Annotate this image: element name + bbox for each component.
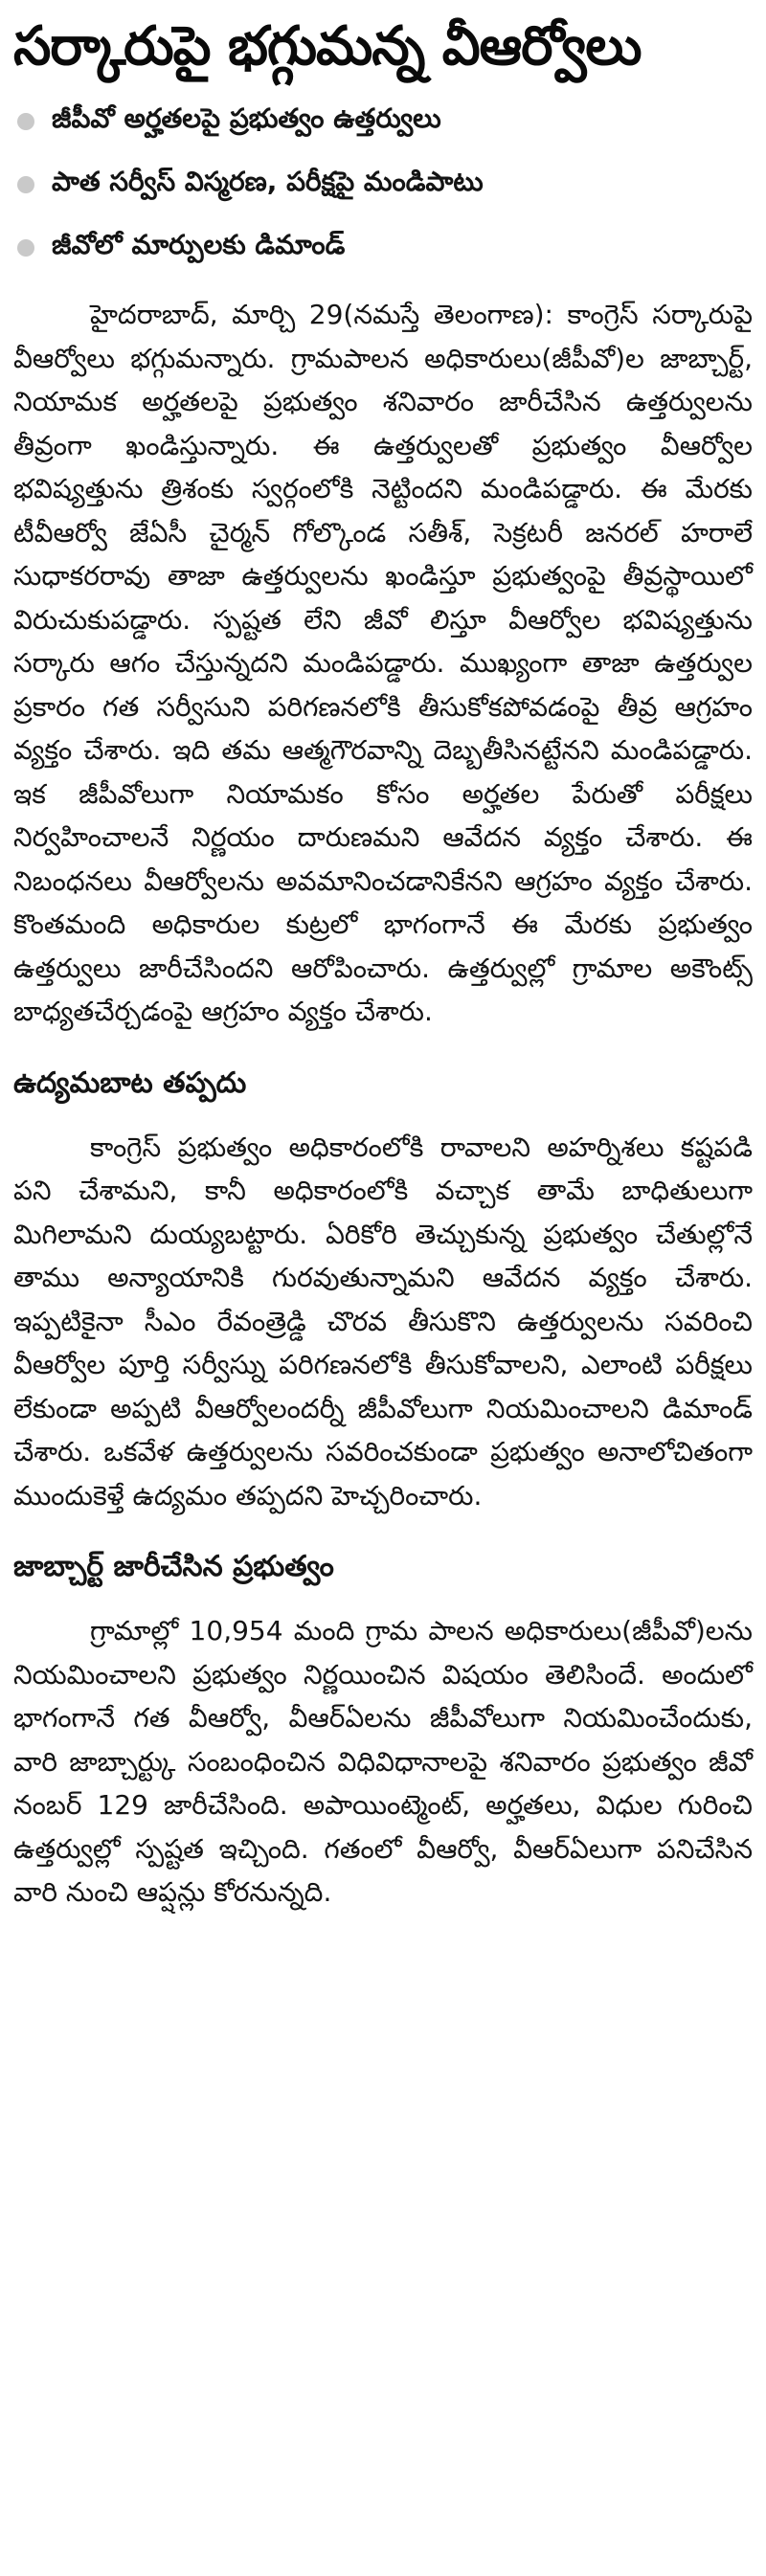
bullet-dot-icon [17,113,34,130]
highlight-item [13,153,753,216]
highlight-text: పాత సర్వీస్ విస్మరణ, పరీక్షపై మండిపాటు [52,166,484,197]
headline: సర్కారుపై భగ్గుమన్న వీఆర్వోలు [13,15,642,78]
intro-paragraph: హైదరాబాద్, మార్చి 29(నమస్తే తెలంగాణ): కాంగ్రెస్ సర్కారుపై వీఆర్వోలు భగ్గుమన్నారు. గ్రామపాలన అధికారులు(జీపీవో)ల జాబ్చార్ట్, నియామక అర్హతలపై ప్రభుత్వం శనివారం జారీచేసిన ఉత్తర్వులను తీవ్రంగా ఖండిస్తున్నారు. ఈ ఉత్తర్వులతో ప్రభుత్వం వీఆర్వోల భవిష్యత్తును త్రిశంకు స్వర్గంలోకి నెట్టిందని మండిపడ్డారు. ఈ మేరకు టీవీఆర్వో జేఏసీ చైర్మన్ గోల్కొండ సతీశ్, సెక్రటరీ జనరల్ హరాలే సుధాకరరావు తాజా ఉత్తర్వులను ఖండిస్తూ ప్రభుత్వంపై తీవ్రస్థాయిలో విరుచుకుపడ్డారు. స్పష్టత లేని జీవో లిస్తూ వీఆర్వోల భవిష్యత్తును సర్కారు ఆగం చేస్తున్నదని మండిపడ్డారు. ముఖ్యంగా తాజా ఉత్తర్వుల ప్రకారం గత సర్వీసుని పరిగణనలోకి తీసుకోకపోవడంపై తీవ్ర ఆగ్రహం వ్యక్తం చేశారు. ఇది తమ ఆత్మగౌరవాన్ని దెబ్బతీసినట్టేనని మండిపడ్డారు. ఇక జీపీవోలుగా నియామకం కోసం అర్హతల పేరుతో పరీక్షలు నిర్వహించాలనే నిర్ణయం దారుణమని ఆవేదన వ్యక్తం చేశారు. ఈ నిబంధనలు వీఆర్వోలను అవమానించడానికేనని ఆగ్రహం వ్యక్తం చేశారు. కొంతమంది అధికారుల కుట్రలో భాగంగానే ఈ మేరకు ప్రభుత్వం ఉత్తర్వులు జారీచేసిందని ఆరోపించారు. ఉత్తర్వుల్లో గ్రామాల అకౌంట్స్ బాధ్యతచేర్చడంపై ఆగ్రహం వ్యక్తం చేశారు. [13,299,753,1027]
highlight-item [13,216,753,280]
bullet-dot-icon [17,239,34,257]
section-paragraph-jobchart: గ్రామాల్లో 10,954 మంది గ్రామ పాలన అధికారులు(జీపీవో)లను నియమించాలని ప్రభుత్వం నిర్ణయించిన విషయం తెలిసిందే. అందులో భాగంగానే గత వీఆర్వో, వీఆర్ఏలను జీపీవోలుగా నియమించేందుకు, వారి జాబ్చార్ట్కు సంబంధించిన విధివిధానాలపై శనివారం ప్రభుత్వం జీవో నంబర్ 129 జారీచేసింది. అపాయింట్మెంట్, అర్హతలు, విధుల గురించి ఉత్తర్వుల్లో స్పష్టత ఇచ్చింది. గతంలో వీఆర్వో, వీఆర్ఏలుగా పనిచేసిన వారి నుంచి ఆప్షన్లు కోరనున్నది. [13,1615,753,1908]
highlight-text: జీవోలో మార్పులకు డిమాండ్ [52,229,346,260]
section-heading-agitation: ఉద్యమబాట తప్పదు [13,1065,247,1100]
highlight-text: జీపీవో అర్హతలపై ప్రభుత్వం ఉత్తర్వులు [52,102,441,134]
section-heading-jobchart: జాబ్చార్ట్ జారీచేసిన ప్రభుత్వం [13,1550,334,1583]
bullet-dot-icon [17,176,34,193]
section-paragraph-agitation: కాంగ్రెస్ ప్రభుత్వం అధికారంలోకి రావాలని అహర్నిశలు కష్టపడి పని చేశామని, కానీ అధికారంలోకి వచ్చాక తామే బాధితులుగా మిగిలామని దుయ్యబట్టారు. ఏరికోరి తెచ్చుకున్న ప్రభుత్వం చేతుల్లోనే తాము అన్యాయానికి గురవుతున్నామని ఆవేదన వ్యక్తం చేశారు. ఇప్పటికైనా సీఎం రేవంత్రెడ్డి చొరవ తీసుకొని ఉత్తర్వులను సవరించి వీఆర్వోల పూర్తి సర్వీస్ను పరిగణనలోకి తీసుకోవాలని, ఎలాంటి పరీక్షలు లేకుండా అప్పటి వీఆర్వోలందర్నీ జీపీవోలుగా నియమించాలని డిమాండ్ చేశారు. ఒకవేళ ఉత్తర్వులను సవరించకుండా ప్రభుత్వం అనాలోచితంగా ముందుకెళ్తే ఉద్యమం తప్పదని హెచ్చరించారు. [13,1131,753,1512]
highlights-list [13,90,753,280]
highlight-item [13,90,753,153]
